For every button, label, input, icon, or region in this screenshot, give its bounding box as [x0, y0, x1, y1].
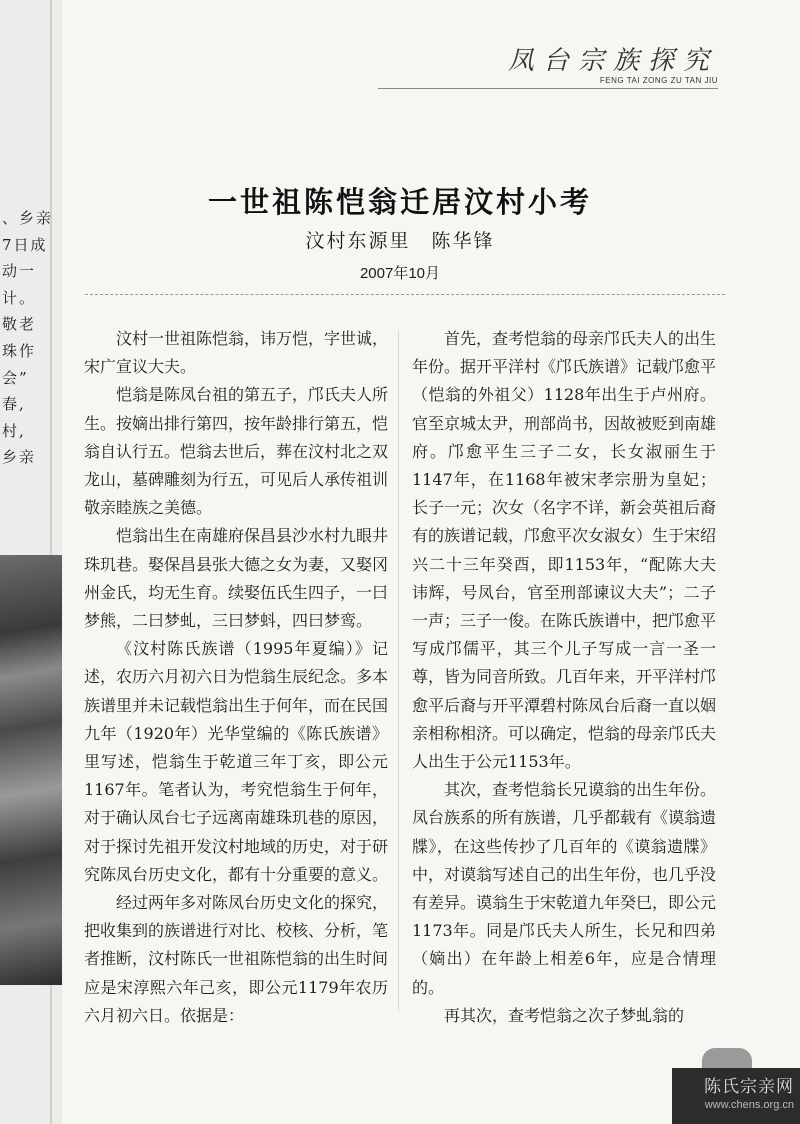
- paragraph: 汶村一世祖陈恺翁，讳万恺，字世诚，宋广宣议大夫。: [84, 329, 389, 377]
- adjacent-line: 会”: [2, 368, 29, 387]
- article-date: 2007年10月: [359, 265, 441, 282]
- paragraph: 恺翁出生在南雄府保昌县沙水村九眼井珠玑巷。娶保昌县张大德之女为妻，又娶冈州金氏，均无生育。续娶伍氏生四子，一曰梦熊，二曰梦虬，三曰梦蚪，四曰梦鸾。: [84, 526, 389, 631]
- paragraph: 再其次，查考恺翁之次子梦虬翁的: [444, 1005, 685, 1025]
- paragraph: 恺翁是陈凤台祖的第五子，邝氏夫人所生。按嫡出排行第四，按年龄排行第五，恺翁自认行五。恺翁去世后，葬在汶村北之双龙山，墓碑雕刻为行五，可见后人承传祖训敬亲睦族之美德。: [84, 385, 389, 518]
- article-title: 一世祖陈恺翁迁居汶村小考: [207, 185, 592, 219]
- adjacent-line: 动一: [2, 262, 37, 281]
- adjacent-page-photo: [0, 555, 62, 985]
- article-author: 汶村东源里 陈华锋: [305, 230, 495, 252]
- adjacent-line: 、乡亲: [2, 209, 54, 227]
- adjacent-line: 计。: [2, 288, 37, 307]
- section-pinyin: FENG TAI ZONG ZU TAN JIU: [599, 76, 718, 85]
- adjacent-line: 村,: [2, 421, 26, 440]
- section-title: 凤台宗族探究: [507, 46, 718, 76]
- header-rule: [378, 88, 718, 89]
- adjacent-line: 7日成: [2, 235, 48, 254]
- watermark-url: www.chens.org.cn: [704, 1099, 794, 1111]
- adjacent-line: 春,: [2, 395, 26, 414]
- adjacent-line: 珠作: [2, 341, 37, 360]
- left-column: [84, 325, 388, 1030]
- adjacent-page-strip: [0, 0, 63, 1124]
- adjacent-line: 敬老: [2, 315, 37, 334]
- paragraph: 经过两年多对陈凤台历史文化的探究， 把收集到的族谱进行对比、校核、分析，笔者推断，汶村陈氏一世祖陈恺翁的出生时间应是宋淳熙六年己亥，即公元1179年农历六月初六日。依据是：: [84, 893, 389, 1025]
- site-watermark: [672, 1068, 800, 1124]
- paragraph: 其次，查考恺翁长兄谟翁的出生年份。凤台族系的所有族谱，几乎都载有《谟翁遗牒》，在这些传抄了几百年的《谟翁遗牒》中，对谟翁写述自己的出生年份，也几乎没有差异。谟翁生于宋乾道九年癸巳，即公元1173年。同是邝氏夫人所生，长兄和四弟（嫡出）在年龄上相差6年，应是合情理的。: [412, 780, 717, 997]
- paragraph: 首先，查考恺翁的母亲邝氏夫人的出生年份。据开平洋村《邝氏族谱》记载邝愈平（恺翁的外祖父）1128年出生于卢州府。官至京城太尹，刑部尚书，因故被贬到南雄府。邝愈平生三子二女，长女淑丽生于1147年，在1168年被宋孝宗册为皇妃；长子一元；次女（名字不详，新会英祖后裔有的族谱记载，邝愈平次女淑女）生于宋绍兴二十三年癸酉，即1153年，“配陈大夫讳辉，号凤台，官至刑部谏议大夫”；二子一声；三子一俊。在陈氏族谱中，把邝愈平写成邝儒平，其三个儿子写成一言一圣一尊，皆为同音所致。几百年来，开平洋村邝愈平后裔与开平潭碧村陈凤台后裔一直以姻亲相称相济。可以确定，恺翁的母亲邝氏夫人出生于公元1153年。: [412, 329, 717, 772]
- column-divider: [398, 331, 399, 1011]
- watermark-title: 陈氏宗亲网: [704, 1077, 794, 1097]
- adjacent-line: 乡亲: [2, 448, 37, 467]
- paragraph: 《汶村陈氏族谱（1995年夏编）》记述，农历六月初六日为恺翁生辰纪念。多本族谱里并未记载恺翁出生于何年，而在民国九年（1920年）光华堂编的《陈氏族谱》里写述，恺翁生于乾道三年丁亥，即公元1167年。笔者认为，考究恺翁生于何年，对于确认凤台七子远离南雄珠玑巷的原因，对于探讨先祖开发汶村地域的历史，对于研究陈凤台历史文化，都有十分重要的意义。: [84, 639, 389, 884]
- title-divider: [85, 294, 725, 295]
- right-column: [412, 325, 716, 1030]
